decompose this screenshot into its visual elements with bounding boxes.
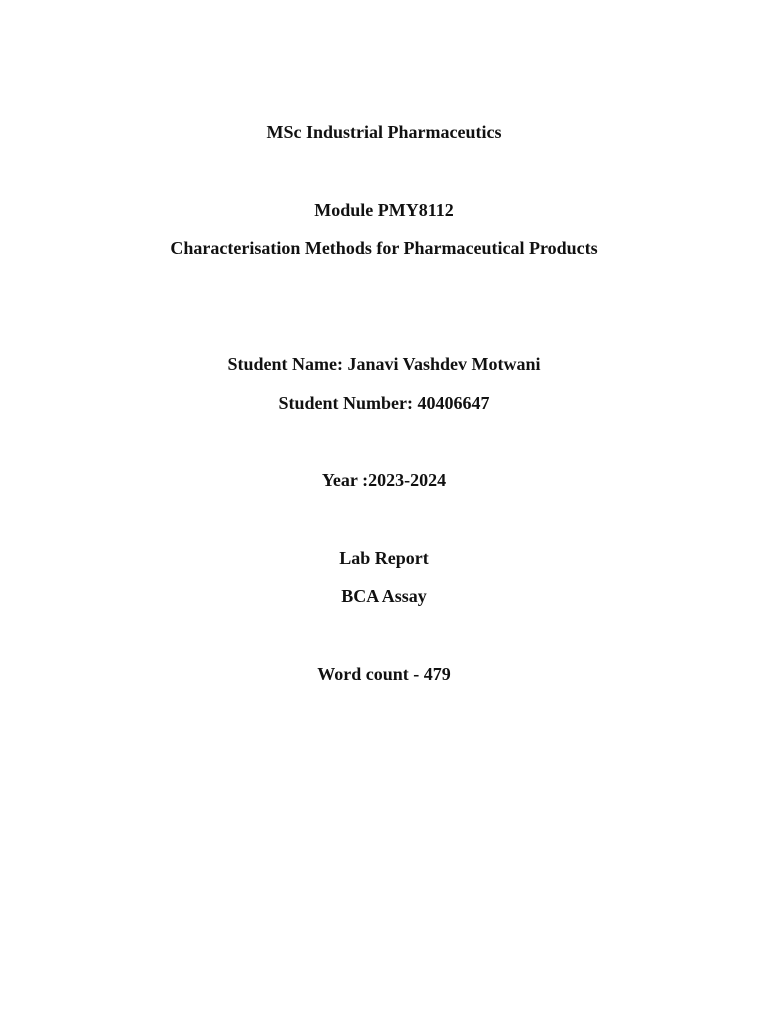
word-count: Word count - 479 — [317, 664, 451, 684]
module-code: Module PMY8112 — [314, 200, 454, 220]
academic-year: Year :2023-2024 — [321, 470, 447, 490]
module-title: Characterisation Methods for Pharmaceutical Products — [170, 238, 598, 258]
student-name: Student Name: Janavi Vashdev Motwani — [227, 354, 541, 374]
report-title: BCA Assay — [341, 586, 427, 606]
student-number: Student Number: 40406647 — [278, 393, 490, 413]
programme-title: MSc Industrial Pharmaceutics — [266, 122, 502, 142]
report-type: Lab Report — [339, 548, 429, 568]
